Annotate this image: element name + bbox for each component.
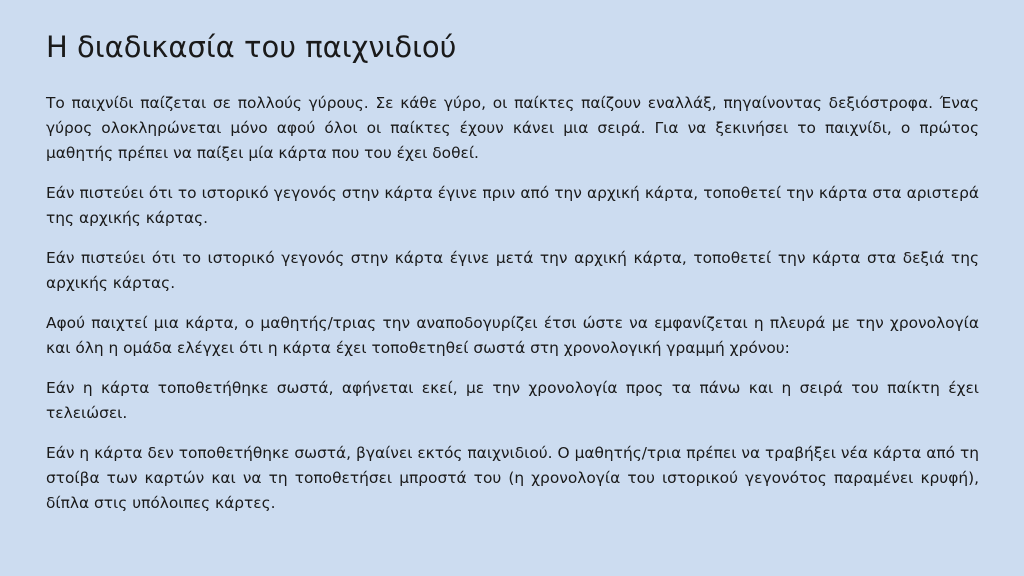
slide-body <box>46 91 979 531</box>
paragraph-flip-card: Αφού παιχτεί μια κάρτα, ο μαθητής/τριας την αναποδογυρίζει έτσι ώστε να εμφανίζεται η πλευρά με την χρονολογία και όλη η ομάδα ελέγχει ότι η κάρτα έχει τοποθετηθεί σωστά στη χρονολογική γραμμή χρόνου: <box>46 314 979 357</box>
paragraph-game-rounds: Το παιχνίδι παίζεται σε πολλούς γύρους. Σε κάθε γύρο, οι παίκτες παίζουν εναλλάξ, πηγαίνοντας δεξιόστροφα. Ένας γύρος ολοκληρώνεται μόνο αφού όλοι οι παίκτες έχουν κάνει μια σειρά. Για να ξεκινήσει το παιχνίδι, ο πρώτος μαθητής πρέπει να παίξει μία κάρτα που του έχει δοθεί. <box>46 94 979 162</box>
paragraph-place-left: Εάν πιστεύει ότι το ιστορικό γεγονός στην κάρτα έγινε πριν από την αρχική κάρτα, τοποθετεί την κάρτα στα αριστερά της αρχικής κάρτας. <box>46 184 979 227</box>
paragraph-place-right: Εάν πιστεύει ότι το ιστορικό γεγονός στην κάρτα έγινε μετά την αρχική κάρτα, τοποθετεί την κάρτα στα δεξιά της αρχικής κάρτας. <box>46 249 979 292</box>
paragraph-incorrect-placement: Εάν η κάρτα δεν τοποθετήθηκε σωστά, βγαίνει εκτός παιχνιδιού. Ο μαθητής/τρια πρέπει να τραβήξει νέα κάρτα από τη στοίβα των καρτών και να τη τοποθετήσει μπροστά του (η χρονολογία του ιστορικού γεγονότος παραμένει κρυφή), δίπλα στις υπόλοιπες κάρτες. <box>46 444 979 512</box>
paragraph-correct-placement: Εάν η κάρτα τοποθετήθηκε σωστά, αφήνεται εκεί, με την χρονολογία προς τα πάνω και η σειρά του παίκτη έχει τελειώσει. <box>46 379 979 422</box>
slide-title: Η διαδικασία του παιχνιδιού <box>46 30 457 64</box>
